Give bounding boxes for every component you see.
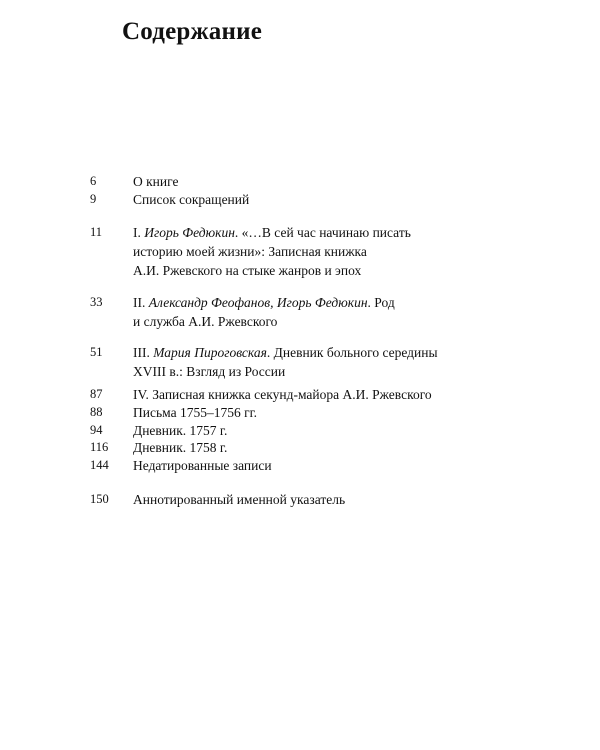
toc-author: Мария Пироговская [153, 345, 267, 360]
toc-line [133, 223, 513, 242]
toc-entry-text [133, 343, 513, 381]
toc-entry-text [133, 403, 513, 422]
toc-section-prefix: II. [133, 295, 149, 310]
page-title: Содержание [122, 18, 263, 45]
toc-page-number: 11 [90, 225, 103, 239]
toc-line [133, 343, 513, 362]
toc-line: Дневник. 1758 г. [133, 440, 228, 455]
toc-title-start: . Род [367, 295, 395, 310]
toc-line [133, 293, 513, 312]
toc-line: Список сокращений [133, 192, 250, 207]
toc-title-start: . «…В сей час начинаю писать [234, 225, 411, 240]
toc-author: Игорь Федюкин [144, 225, 235, 240]
toc-line: А.И. Ржевского на стыке жанров и эпох [133, 263, 362, 278]
toc-line: историю моей жизни»: Записная книжка [133, 244, 367, 259]
toc-page-number: 6 [90, 174, 97, 188]
toc-page-number: 9 [90, 192, 97, 206]
toc-line: IV. Записная книжка секунд-майора А.И. Ржевского [133, 387, 432, 402]
toc-line: XVIII в.: Взгляд из России [133, 364, 286, 379]
toc-section-prefix: III. [133, 345, 154, 360]
toc-entry-text [133, 456, 513, 475]
toc-page-number: 150 [90, 492, 109, 506]
toc-entry-text [133, 293, 513, 331]
toc-page-number: 144 [90, 458, 109, 472]
toc-page-number: 87 [90, 387, 103, 401]
toc-title-start: . Дневник больного середины [266, 345, 438, 360]
toc-line: Аннотированный именной указатель [133, 492, 346, 507]
toc-entry-text [133, 172, 513, 191]
toc-line: Письма 1755–1756 гг. [133, 405, 257, 420]
toc-entry-text [133, 385, 513, 404]
toc-entry-text [133, 190, 513, 209]
toc-author: Александр Феофанов, Игорь Федюкин [148, 295, 368, 310]
toc-line: и служба А.И. Ржевского [133, 314, 278, 329]
toc-page-number: 51 [90, 345, 103, 359]
toc-page-number: 116 [90, 440, 109, 454]
toc-entry-text [133, 490, 513, 509]
toc-line: Недатированные записи [133, 458, 272, 473]
toc-line: О книге [133, 174, 179, 189]
toc-page-number: 88 [90, 405, 103, 419]
toc-entry-text [133, 438, 513, 457]
toc-page-number: 94 [90, 423, 103, 437]
toc-line: Дневник. 1757 г. [133, 423, 228, 438]
toc-page-number: 33 [90, 295, 103, 309]
toc-section-prefix: I. [133, 225, 145, 240]
toc-entry-text [133, 223, 513, 280]
